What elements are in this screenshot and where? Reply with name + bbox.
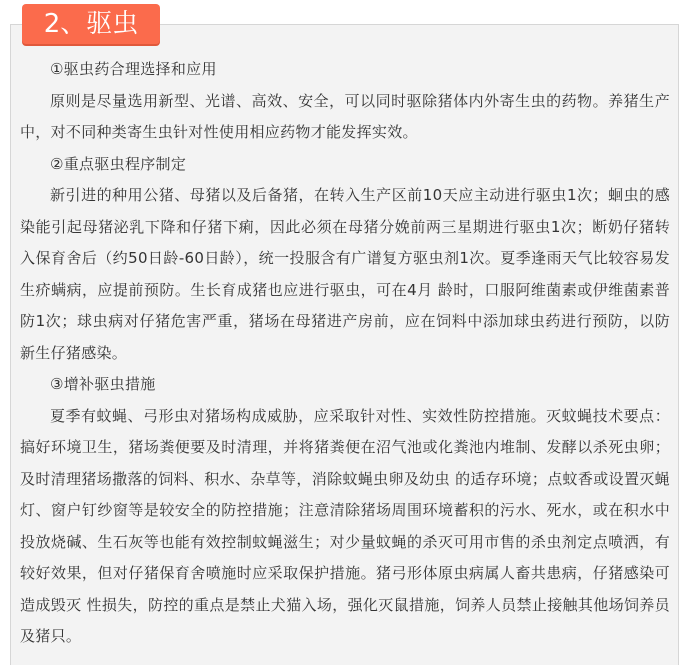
subheading-deworming-schedule: ②重点驱虫程序制定 xyxy=(50,154,187,173)
paragraph-principle: 原则是尽量选用新型、光谱、高效、安全，可以同时驱除猪体内外寄生虫的药物。养猪生产中，对不同种类寄生虫针对性使用相应药物才能发挥实效。 xyxy=(20,91,670,141)
article-body xyxy=(20,54,670,653)
section-title: 2、驱虫 xyxy=(43,9,139,39)
subheading-supplementary-measures: ③增补驱虫措施 xyxy=(50,375,156,393)
paragraph-measures: 夏季有蚊蝇、弓形虫对猪场构成威胁，应采取针对性、实效性防控措施。灭蚊蝇技术要点：搞好环境卫生，猪场粪便要及时清理，并将猪粪便在沼气池或化粪池内堆制、发酵以杀死虫卵；及时清理猪场撒落的饲料、积水、杂草等，消除蚊蝇虫卵及幼虫 的适存环境；点蚊香或设置灭蝇灯、窗户钉纱窗等是较安全的防控措施；注意清除猪场周围环境蓄积的污水、死水，或在积水中投放烧碱、生石灰等也能有效控制蚊蝇滋生；对少量蚊蝇的杀灭可用市售的杀虫剂定点喷洒，有较好效果，但对仔猪保育舍喷施时应采取保护措施。猪弓形体原虫病属人畜共患病，仔猪感染可造成毁灭 性损失，防控的重点是禁止犬猫入场，强化灭鼠措施，饲养人员禁止接触其他场饲养员及猪只。 xyxy=(20,406,670,645)
paragraph-schedule: 新引进的种用公猪、母猪以及后备猪，在转入生产区前10天应主动进行驱虫1次；蛔虫的感染能引起母猪泌乳下降和仔猪下痢，因此必须在母猪分娩前两三星期进行驱虫1次；断奶仔猪转 入保育舍后（约50日龄-60日龄），统一投服含有广谱复方驱虫剂1次。夏季逢雨天气比较容易发生疥螨病，应提前预防。生长育成猪也应进行驱虫，可在4月 龄时，口服阿维菌素或伊维菌素普防1次；球虫病对仔猪危害严重，猪场在母猪进产房前，应在饲料中添加球虫药进行预防，以防新生仔猪感染。 xyxy=(20,186,670,362)
section-title-tab xyxy=(22,4,160,44)
subheading-drug-selection: ①驱虫药合理选择和应用 xyxy=(50,60,217,78)
